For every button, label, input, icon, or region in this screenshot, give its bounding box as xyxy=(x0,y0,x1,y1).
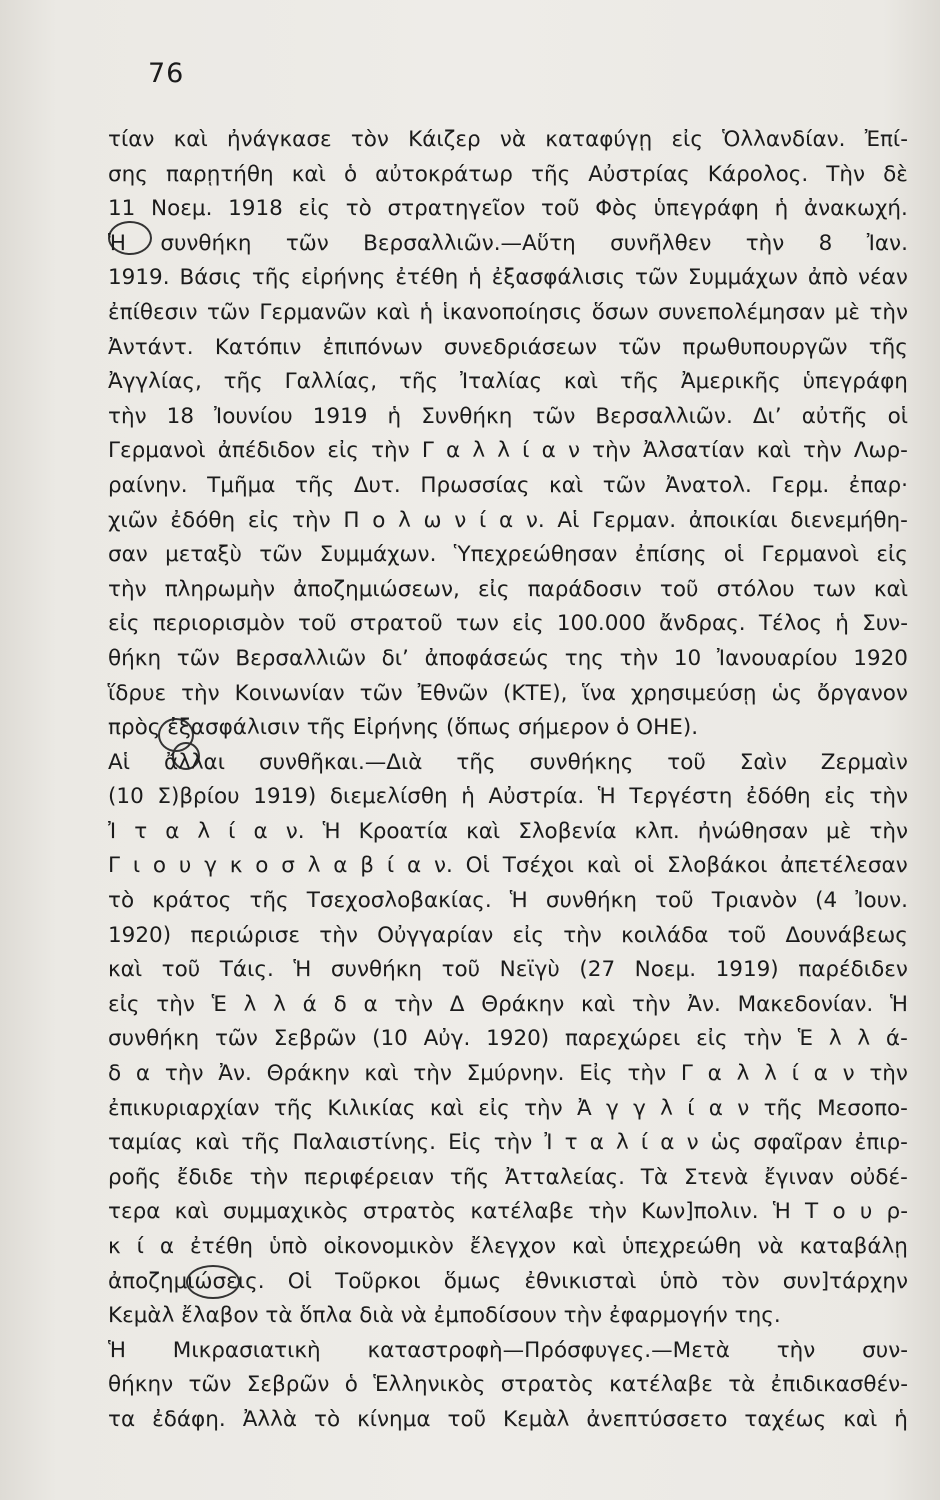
text-line: ἵδρυε τὴν Κοινωνίαν τῶν Ἐθνῶν (ΚΤΕ), ἵνα χρησιμεύσῃ ὡς ὄργανον xyxy=(108,680,908,706)
text-line: ἐπίθεσιν τῶν Γερμανῶν καὶ ἡ ἱκανοποίησις ὅσων συνεπολέμησαν μὲ τὴν xyxy=(108,299,908,325)
text-line: καὶ τοῦ Τάις. Ἡ συνθήκη τοῦ Νεϊγὺ (27 Νοεμ. 1919) παρέδιδεν xyxy=(108,957,908,983)
text-line: τὸ κράτος τῆς Τσεχοσλοβακίας. Ἡ συνθήκη τοῦ Τριανὸν (4 Ἰουν. xyxy=(108,888,908,914)
text-line: δ α τὴν Ἀν. Θράκην καὶ τὴν Σμύρνην. Εἰς τὴν Γ α λ λ ί α ν τὴν xyxy=(108,1061,908,1087)
text-line: τὴν 18 Ἰουνίου 1919 ἡ Συνθήκη τῶν Βερσαλλιῶν. Δι’ αὐτῆς οἱ xyxy=(108,403,908,429)
text-line: Γ ι ο υ γ κ ο σ λ α β ί α ν. Οἱ Τσέχοι καὶ οἱ Σλοβάκοι ἀπετέλεσαν xyxy=(108,853,908,879)
text-line: εἰς περιορισμὸν τοῦ στρατοῦ των εἰς 100.000 ἄνδρας. Τέλος ἡ Συν- xyxy=(108,611,908,637)
text-line: Ἰ τ α λ ί α ν. Ἡ Κροατία καὶ Σλοβενία κλπ. ἠνώθησαν μὲ τὴν xyxy=(108,818,908,844)
text-line: τα ἐδάφη. Ἀλλὰ τὸ κίνημα τοῦ Κεμὰλ ἀνεπτύσσετο ταχέως καὶ ἡ xyxy=(108,1406,908,1432)
text-line: Ἀγγλίας, τῆς Γαλλίας, τῆς Ἰταλίας καὶ τῆς Ἀμερικῆς ὑπεγράφη xyxy=(108,369,908,395)
text-line: τὴν πληρωμὴν ἀποζημιώσεων, εἰς παράδοσιν τοῦ στόλου των καὶ xyxy=(108,576,908,602)
text-line: σαν μεταξὺ τῶν Συμμάχων. Ὑπεχρεώθησαν ἐπίσης οἱ Γερμανοὶ εἰς xyxy=(108,542,908,568)
text-line: εἰς τὴν Ἑ λ λ ά δ α τὴν Δ Θράκην καὶ τὴν Ἀν. Μακεδονίαν. Ἡ xyxy=(108,991,908,1017)
text-line: ταμίας καὶ τῆς Παλαιστίνης. Εἰς τὴν Ἰ τ α λ ί α ν ὡς σφαῖραν ἐπιρ- xyxy=(108,1130,908,1156)
text-line: 11 Νοεμ. 1918 εἰς τὸ στρατηγεῖον τοῦ Φὸς ὑπεγράφη ἡ ἀνακωχή. xyxy=(108,196,908,222)
text-line: θήκην τῶν Σεβρῶν ὁ Ἑλληνικὸς στρατὸς κατέλαβε τὰ ἐπιδικασθέν- xyxy=(108,1372,908,1398)
text-line: 1919. Βάσις τῆς εἰρήνης ἐτέθη ἡ ἐξασφάλισις τῶν Συμμάχων ἀπὸ νέαν xyxy=(108,265,908,291)
text-line: Ἀντάντ. Κατόπιν ἐπιπόνων συνεδριάσεων τῶν πρωθυπουργῶν τῆς xyxy=(108,334,908,360)
page-number: 76 xyxy=(148,58,185,89)
text-line: (10 Σ)βρίου 1919) διεμελίσθη ἡ Αὐστρία. Ἡ Τεργέστη ἐδόθη εἰς τὴν xyxy=(108,784,908,810)
text-line: τερα καὶ συμμαχικὸς στρατὸς κατέλαβε τὴν Κων]πολιν. Ἡ Τ ο υ ρ- xyxy=(108,1199,908,1225)
text-line: Ἡ Μικρασιατικὴ καταστροφὴ—Πρόσφυγες.—Μετὰ τὴν συν- xyxy=(108,1337,908,1363)
body-text xyxy=(108,123,908,1438)
text-line: ραίνην. Τμῆμα τῆς Δυτ. Πρωσσίας καὶ τῶν Ἀνατολ. Γερμ. ἐπαρ· xyxy=(108,472,908,498)
text-line: κ ί α ἐτέθη ὑπὸ οἰκονομικὸν ἔλεγχον καὶ ὑπεχρεώθη νὰ καταβάλῃ xyxy=(108,1234,908,1259)
text-line: χιῶν ἐδόθη εἰς τὴν Π ο λ ω ν ί α ν. Αἱ Γερμαν. ἀποικίαι διενεμήθη- xyxy=(108,507,908,533)
text-line: Γερμανοὶ ἀπέδιδον εἰς τὴν Γ α λ λ ί α ν τὴν Ἀλσατίαν καὶ τὴν Λωρ- xyxy=(108,438,908,464)
text-line: Ἡ συνθήκη τῶν Βερσαλλιῶν.—Αὕτη συνῆλθεν τὴν 8 Ἰαν. xyxy=(108,230,908,256)
text-line: τίαν καὶ ἠνάγκασε τὸν Κάιζερ νὰ καταφύγῃ εἰς Ὁλλανδίαν. Ἐπί- xyxy=(108,127,908,152)
text-line: ἀποζημιώσεις. Οἱ Τοῦρκοι ὅμως ἐθνικισταὶ ὑπὸ τὸν συν]τάρχην xyxy=(108,1268,908,1294)
text-line: σης παρῃτήθη καὶ ὁ αὐτοκράτωρ τῆς Αὐστρίας Κάρολος. Τὴν δὲ xyxy=(108,161,908,187)
text-line: 1920) περιώρισε τὴν Οὐγγαρίαν εἰς τὴν κοιλάδα τοῦ Δουνάβεως xyxy=(108,922,908,948)
text-line: Κεμὰλ ἔλαβον τὰ ὅπλα διὰ νὰ ἐμποδίσουν τὴν ἐφαρμογήν της. xyxy=(108,1303,781,1329)
text-line: ροῆς ἔδιδε τὴν περιφέρειαν τῆς Ἀτταλείας. Τὰ Στενὰ ἔγιναν οὐδέ- xyxy=(108,1164,908,1190)
text-line: θήκη τῶν Βερσαλλιῶν δι’ ἀποφάσεώς της τὴν 10 Ἰανουαρίου 1920 xyxy=(108,645,908,671)
text-line: ἐπικυριαρχίαν τῆς Κιλικίας καὶ εἰς τὴν Ἀ γ γ λ ί α ν τῆς Μεσοπο- xyxy=(108,1095,908,1121)
text-line: πρὸς ἐξασφάλισιν τῆς Εἰρήνης (ὅπως σήμερον ὁ ΟΗΕ). xyxy=(108,715,699,741)
text-line: Αἱ ἄλλαι συνθῆκαι.—Διὰ τῆς συνθήκης τοῦ Σαὶν Ζερμαὶν xyxy=(108,749,908,775)
text-line: συνθήκη τῶν Σεβρῶν (10 Αὐγ. 1920) παρεχώρει εἰς τὴν Ἑ λ λ ά- xyxy=(108,1026,908,1052)
